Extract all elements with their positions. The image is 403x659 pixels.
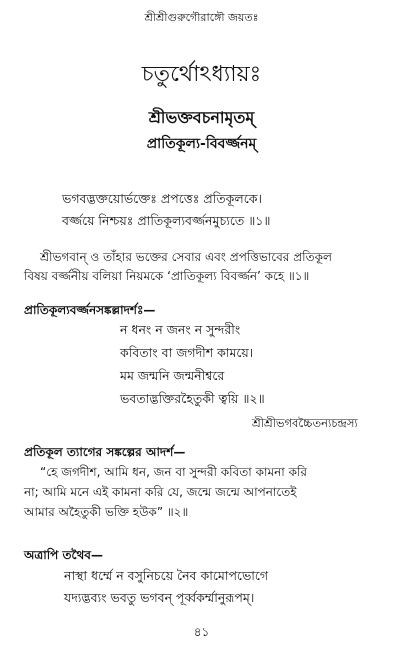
verse-3-line-2: যদ্যদ্ভব্যং ভবতু ভগবন্ পূর্ব্বকর্ম্মানুরূপম্।	[64, 590, 255, 605]
verse-2-line-2: কবিতাং বা জগদীশ কাময়ে।	[120, 345, 254, 360]
page-number: ৪১	[193, 625, 210, 639]
chapter-title: চতুর্থোঽধ্যায়ঃ	[141, 62, 262, 87]
section-2-heading: প্রাতিকূল্যবর্জ্জনসঙ্কল্লাদর্শঃ—	[24, 303, 156, 317]
commentary-1-line-2: বিষয় বর্জ্জনীয় বলিয়া নিয়মকে ‘প্রাতিকূল্য বিবর্জ্জন’ কহে ॥১॥	[24, 269, 310, 283]
commentary-1-line-1: শ্রীভগবান্ ও তাঁহার ভক্তের সেবার এবং প্রপত্তিভাবের প্রতিকূল	[40, 250, 332, 264]
translation-line-1: “হে জগদীশ, আমি ধন, জন বা সুন্দরী কবিতা কামনা করি	[40, 465, 308, 479]
translation-line-2: না; আমি মনে এই কামনা করি যে, জন্মে জন্মে আপনাতেই	[24, 485, 297, 499]
invocation-line: শ্রীশ্রীগুরুগৌরাঙ্গৌ জয়তঃ	[144, 11, 259, 24]
verse-1-line-1: ভগবদ্ভক্তয়োর্ভক্তেঃ প্রপত্তেঃ প্রতিকূলকে।	[62, 191, 262, 206]
translation-line-3: আমার অহৈতুকী ভক্তি হউক” ॥২॥	[24, 505, 189, 519]
verse-2-line-4: ভবতাদ্ভক্তিরহৈতুকী ত্বয়ি ॥২॥	[120, 391, 265, 406]
section-4-heading: অত্রাপি তথৈব—	[24, 548, 103, 562]
verse-2-attribution: শ্রীশ্রীভগবচ্চৈতন্যচন্দ্রস্য	[252, 416, 358, 430]
verse-1-line-2: বর্জ্জয়ে নিশ্চয়ঃ প্রাতিকূল্যবর্জ্জনমুচ্যতে ॥১॥	[62, 213, 271, 228]
verse-2-line-3: মম জন্মনি জন্মনীশ্বরে	[120, 368, 225, 383]
verse-2-line-1: ন ধনং ন জনং ন সুন্দরীং	[120, 322, 241, 337]
section-subtitle: প্রাতিকূল্য-বিবর্জ্জনম্	[146, 136, 257, 152]
verse-3-line-1: নাস্থা ধর্ম্মে ন বসুনিচয়ে নৈব কামোপভোগে	[64, 568, 269, 583]
section-3-heading: প্রতিকূল ত্যাগের সঙ্কল্পের আদর্শ—	[24, 445, 186, 459]
section-title: শ্রীভক্তবচনামৃতম্	[148, 108, 255, 127]
